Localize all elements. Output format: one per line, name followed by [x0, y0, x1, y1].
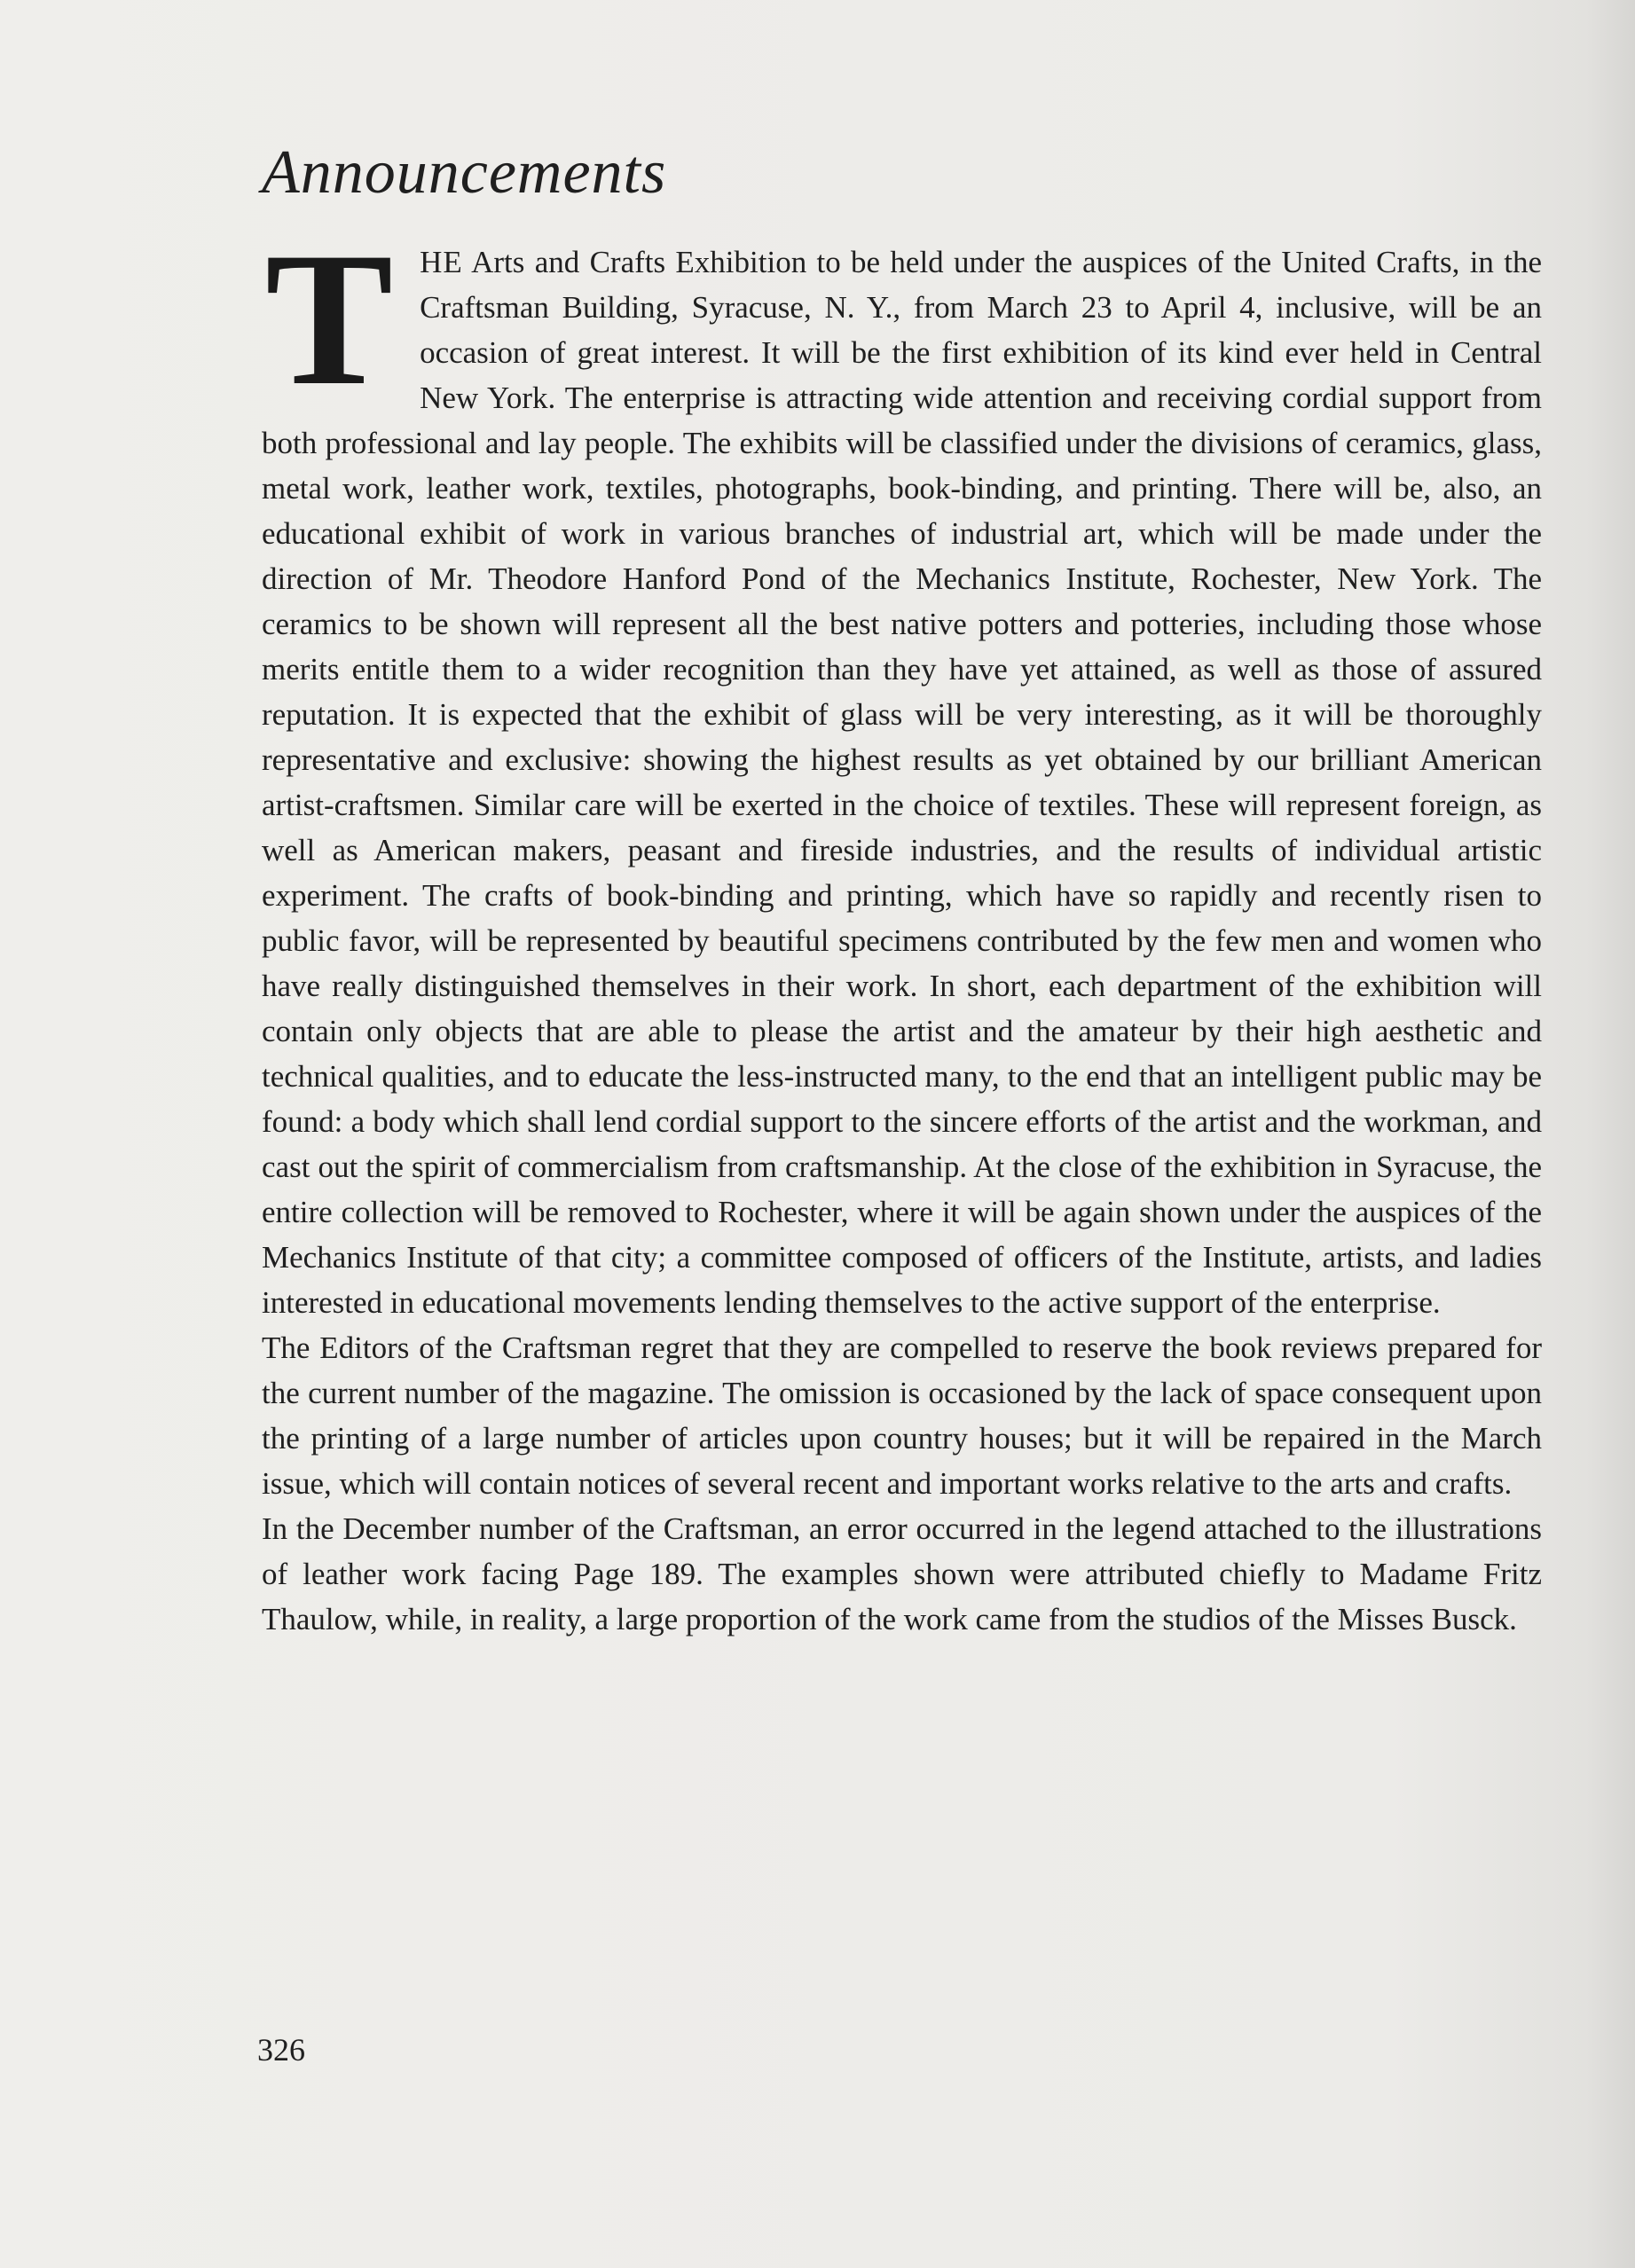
drop-cap: T — [265, 213, 394, 425]
paragraph-book-reviews: The Editors of the Craftsman regret that they are compelled to reserve the book reviews prepared for the current number of the magazine. The omission is occasioned by the lack of space consequent upon the printing of a large number of articles upon country houses; but it will be repaired in the March issue, which will contain notices of several recent and important works relative to the arts and crafts. — [262, 1330, 1542, 1501]
page-title: Announcements — [262, 138, 667, 207]
paragraph-text: Arts and Crafts Exhibition to be held under the auspices of the United Crafts, in the Craftsman Building, Syracuse, N. Y., from March 23 to April 4, inclusive, will be an occasion of great interest. It will be the first exhibition of its kind ever held in Central New York. The enterprise is attracting wide attention and receiving cordial support from both professional and lay people. The exhibits will be classified under the divisions of ceramics, glass, metal work, leather work, textiles, photographs, book-binding, and printing. There will be, also, an educational exhibit of work in various branches of industrial art, which will be made under the direction of Mr. Theodore Hanford Pond of the Mechanics Institute, Rochester, New York. The ceramics to be shown will represent all the best native potters and potteries, including those whose merits entitle them to a wider recognition than they have yet attained, as well as those of assured reputation. It is expected that the exhibit of glass will be very interesting, as it will be thoroughly representative and exclusive: showing the highest results as yet obtained by our brilliant American artist-craftsmen. Similar care will be exerted in the choice of textiles. These will represent foreign, as well as American makers, peasant and fireside industries, and the results of individual artistic experiment. The crafts of book-binding and printing, which have so rapidly and recently risen to public favor, will be represented by beautiful specimens contributed by the few men and women who have really distinguished themselves in their work. In short, each department of the exhibition will contain only objects that are able to please the artist and the amateur by their high aesthetic and technical qualities, and to educate the less-instructed many, to the end that an intelligent public may be found: a body which shall lend cordial support to the sincere efforts of the artist and the workman, and cast out the spirit of commercialism from craftsmanship. At the close of the exhibition in Syracuse, the entire collection will be removed to Rochester, where it will be again shown under the auspices of the Mechanics Institute of that city; a committee composed of officers of the Institute, artists, and ladies interested in educational movements lending themselves to the active support of the enterprise. — [262, 245, 1542, 1320]
paragraph-erratum: In the December number of the Craftsman, an error occurred in the legend attached to the illustrations of leather work facing Page 189. The examples shown were attributed chiefly to Madame Fritz Thaulow, while, in reality, a large proportion of the work came from the studios of the Misses Busck. — [262, 1511, 1542, 1636]
lead-in: HE — [420, 245, 463, 279]
paragraph-exhibition — [262, 213, 1542, 1325]
page-number: 326 — [257, 2032, 305, 2068]
article-body — [262, 138, 1542, 1642]
